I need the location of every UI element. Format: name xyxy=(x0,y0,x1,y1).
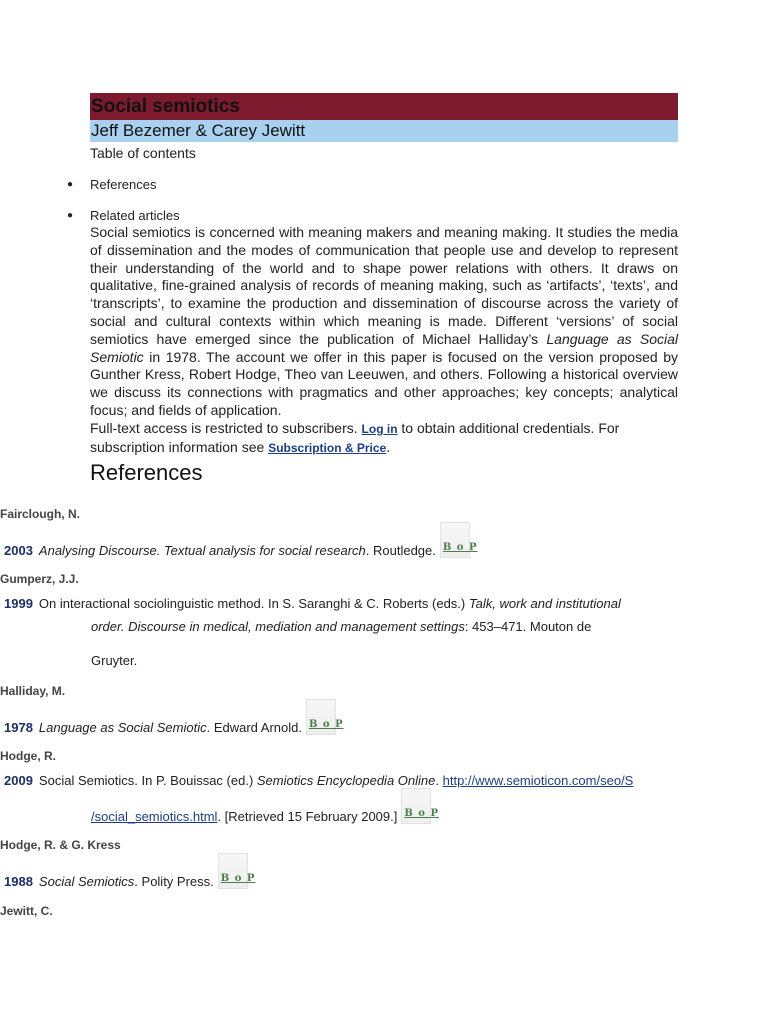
ref-year: 2009 xyxy=(4,773,33,788)
ref-entry-hodge-kress: 1988 Social Semiotics. Polity Press. B o P xyxy=(4,853,248,889)
article-title: Social semiotics xyxy=(90,93,678,120)
semioticon-link[interactable]: http://www.semioticon.com/seo/S xyxy=(442,773,634,788)
article-header xyxy=(67,93,678,487)
ref-entry-halliday: 1978 Language as Social Semiotic. Edward Arnold. B o P xyxy=(4,699,336,735)
toc-item-references[interactable]: ● References xyxy=(67,177,157,192)
ref-year: 1978 xyxy=(4,720,33,735)
toc-label: Table of contents xyxy=(90,145,196,161)
bop-icon[interactable]: B o P xyxy=(218,853,248,889)
toc-item-related-articles[interactable]: ● Related articles xyxy=(67,208,180,223)
ref-year: 1999 xyxy=(4,596,33,611)
ref-author-hodge-kress: Hodge, R. & G. Kress xyxy=(0,838,121,852)
ref-entry-fairclough: 2003 Analysing Discourse. Textual analysis for social research. Routledge. B o P xyxy=(4,522,470,558)
bullet-icon: ● xyxy=(67,179,74,190)
ref-author-hodge: Hodge, R. xyxy=(0,749,56,763)
ref-author-fairclough: Fairclough, N. xyxy=(0,507,81,521)
ref-year: 1988 xyxy=(4,874,33,889)
bop-icon[interactable]: B o P xyxy=(306,699,336,735)
bullet-icon: ● xyxy=(67,210,74,221)
abstract-text: Social semiotics is concerned with meaning makers and meaning making. It studies the media of dissemination and the modes of communication that people use and develop to represent their understanding of the world and to shape power relations with others. It draws on qualitative, fine-grained analysis of records of meaning making, such as ‘artifacts’, ‘texts’, and ‘transcripts’, to examine the production and dissemination of discourse across the variety of social and cultural contexts within which meaning is made. Different ‘versions’ of social semiotics have emerged since the publication of Michael Halliday’s Language as Social Semiotic in 1978. The account we offer in this paper is focused on the version proposed by Gunther Kress, Robert Hodge, Theo van Leeuwen, and others. Following a historical overview we discuss its connections with pragmatics and other approaches; key concepts; analytical focus; and fields of application. xyxy=(90,224,678,418)
ref-entry-hodge-line2: /social_semiotics.html. [Retrieved 15 February 2009.] B o P xyxy=(91,788,431,824)
toc-list xyxy=(67,176,678,224)
references-heading: References xyxy=(90,460,203,486)
ref-entry-hodge: 2009 Social Semiotics. In P. Bouissac (ed.) Semiotics Encyclopedia Online. http://www.semioticon.com/seo/S xyxy=(4,773,634,788)
subscription-link[interactable]: Subscription & Price xyxy=(268,440,387,455)
ref-entry-gumperz: 1999 On interactional sociolinguistic method. In S. Saranghi & C. Roberts (eds.) Talk, work and institutional xyxy=(4,596,621,611)
ref-author-gumperz: Gumperz, J.J. xyxy=(0,572,79,586)
ref-author-jewitt: Jewitt, C. xyxy=(0,904,53,918)
article-authors: Jeff Bezemer & Carey Jewitt xyxy=(90,120,678,142)
login-link[interactable]: Log in xyxy=(361,421,398,436)
ref-entry-gumperz-line2: order. Discourse in medical, mediation and management settings: 453–471. Mouton de xyxy=(91,619,592,634)
bop-icon[interactable]: B o P xyxy=(401,788,431,824)
ref-year: 2003 xyxy=(4,543,33,558)
access-notice: Full-text access is restricted to subscribers. Log in to obtain additional credentials. For subscription information see Subscription & Price. xyxy=(90,419,620,455)
bop-icon[interactable]: B o P xyxy=(440,522,470,558)
ref-author-halliday: Halliday, M. xyxy=(0,684,66,698)
ref-entry-gumperz-line3: Gruyter. xyxy=(91,653,138,668)
semioticon-link-cont[interactable]: /social_semiotics.html xyxy=(91,809,218,824)
